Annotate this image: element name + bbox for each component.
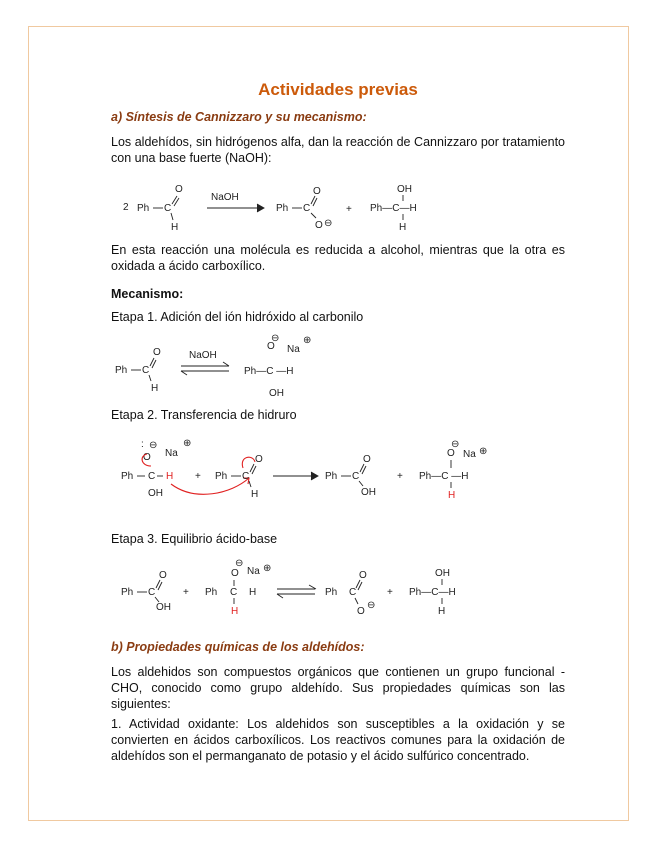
- s1-reagent: NaOH: [189, 350, 217, 361]
- s2-ph-a: Ph: [121, 471, 134, 482]
- s1-c: C: [142, 365, 150, 376]
- product-acid-charge: ⊖: [324, 218, 333, 229]
- product-acid-ph: Ph: [276, 203, 289, 214]
- section-b-item-1: 1. Actividad oxidante: Los aldehidos son susceptibles a la oxidación y se convierten en ácidos carboxílicos. Los reactivos comunes para la oxidación de aldehídos son el permanganato de potasio y el ácido sulfúrico concentrado.: [111, 717, 565, 763]
- s3-carb-minus: ⊖: [367, 600, 376, 611]
- s3-alc-h: H: [438, 606, 446, 617]
- s1-ph: Ph: [115, 365, 128, 376]
- mechanism-label: Mecanismo:: [111, 287, 184, 301]
- s2-acid-o: O: [363, 454, 371, 465]
- section-a-explanation: En esta reacción una molécula es reducida a alcohol, mientras que la otra es oxidada a ácido carboxílico.: [111, 243, 565, 273]
- s2-h-b: H: [251, 489, 259, 500]
- s2-alk-chain: Ph—C —H: [419, 471, 469, 482]
- s3-alk-plus: ⊕: [263, 563, 272, 574]
- s3-acid-c: C: [148, 587, 156, 598]
- s3-carb-o-top: O: [359, 570, 367, 581]
- step-2-scheme: [111, 432, 565, 508]
- section-a-heading: a) Síntesis de Cannizzaro y su mecanismo:: [111, 110, 367, 124]
- step-1-scheme: [111, 334, 565, 400]
- s2-ph-b: Ph: [215, 471, 228, 482]
- s3-plus-1: +: [183, 587, 189, 598]
- s3-alk-o: O: [231, 568, 239, 579]
- s3-alk-minus: ⊖: [235, 558, 244, 569]
- s2-minus-a: ⊖: [149, 440, 158, 451]
- s3-alk-na: Na: [247, 566, 260, 577]
- product-alcohol-chain: Ph—C—H: [370, 203, 417, 214]
- s3-carb-o-bottom: O: [357, 606, 365, 617]
- s3-alk-h: H: [249, 587, 257, 598]
- page-title: Actividades previas: [258, 80, 418, 99]
- section-b-heading: b) Propiedades químicas de los aldehídos:: [111, 640, 365, 654]
- s3-acid-o: O: [159, 570, 167, 581]
- s3-plus-2: +: [387, 587, 393, 598]
- s1-h: H: [151, 383, 159, 394]
- s3-alc-oh: OH: [435, 568, 450, 579]
- s2-acid-ph: Ph: [325, 471, 338, 482]
- s2-lone-pair: :: [141, 439, 144, 450]
- s2-alk-o: O: [447, 448, 455, 459]
- s3-acid-ph: Ph: [121, 587, 134, 598]
- step-3-label: Etapa 3. Equilibrio ácido-base: [111, 532, 278, 546]
- s2-o-a: O: [143, 452, 151, 463]
- s2-c-a: C: [148, 471, 156, 482]
- step-2-label: Etapa 2. Transferencia de hidruro: [111, 408, 297, 422]
- step-1-label: Etapa 1. Adición del ión hidróxido al carbonilo: [111, 310, 364, 324]
- plus-sign: +: [346, 204, 352, 215]
- s3-alk-c: C: [230, 587, 238, 598]
- s3-alk-ph: Ph: [205, 587, 218, 598]
- s1-oh: OH: [269, 388, 284, 399]
- s1-o: O: [153, 347, 161, 358]
- s1-plus: ⊕: [303, 335, 312, 346]
- reagent-naoh: NaOH: [211, 192, 239, 203]
- s2-oh-a: OH: [148, 488, 163, 499]
- s2-alk-na: Na: [463, 449, 476, 460]
- reactant-ph: Ph: [137, 203, 150, 214]
- s2-plus-1: +: [195, 471, 201, 482]
- s3-carb-c: C: [349, 587, 357, 598]
- section-a-intro: Los aldehídos, sin hidrógenos alfa, dan la reacción de Cannizzaro por tratamiento con una base fuerte (NaOH):: [111, 135, 565, 165]
- product-acid-o-bottom: O: [315, 220, 323, 231]
- s1-na: Na: [287, 344, 300, 355]
- s1-o-minus: O: [267, 341, 275, 352]
- s2-alk-plus: ⊕: [479, 446, 488, 457]
- reactant-o: O: [175, 184, 183, 195]
- cannizzaro-reaction-scheme: [111, 180, 565, 236]
- s3-acid-oh: OH: [156, 602, 171, 613]
- s3-alc-chain: Ph—C—H: [409, 587, 456, 598]
- s2-acid-c: C: [352, 471, 360, 482]
- s2-acid-oh: OH: [361, 487, 376, 498]
- product-alcohol-h: H: [399, 222, 407, 233]
- s2-alk-h-red: H: [448, 490, 456, 501]
- s2-h-red-a: H: [166, 471, 174, 482]
- product-acid-c: C: [303, 203, 311, 214]
- section-b-intro: Los aldehidos son compuestos orgánicos que contienen un grupo funcional -CHO, conocido como grupo aldehído. Sus propiedades químicas son las siguientes:: [111, 665, 565, 711]
- product-alcohol-oh: OH: [397, 184, 412, 195]
- reactant-c: C: [164, 203, 172, 214]
- product-acid-o-top: O: [313, 186, 321, 197]
- s2-o-b: O: [255, 454, 263, 465]
- s1-minus: ⊖: [271, 333, 280, 344]
- s2-plus-a: ⊕: [183, 438, 192, 449]
- reaction-coefficient: 2: [123, 202, 129, 213]
- reactant-h: H: [171, 222, 179, 233]
- step-3-scheme: [111, 556, 565, 622]
- s2-alk-minus: ⊖: [451, 439, 460, 450]
- s3-carb-ph: Ph: [325, 587, 338, 598]
- s3-alk-h-red: H: [231, 606, 239, 617]
- s2-plus-2: +: [397, 471, 403, 482]
- s2-na-a: Na: [165, 448, 178, 459]
- s1-chain: Ph—C —H: [244, 366, 294, 377]
- s2-c-b: C: [242, 471, 250, 482]
